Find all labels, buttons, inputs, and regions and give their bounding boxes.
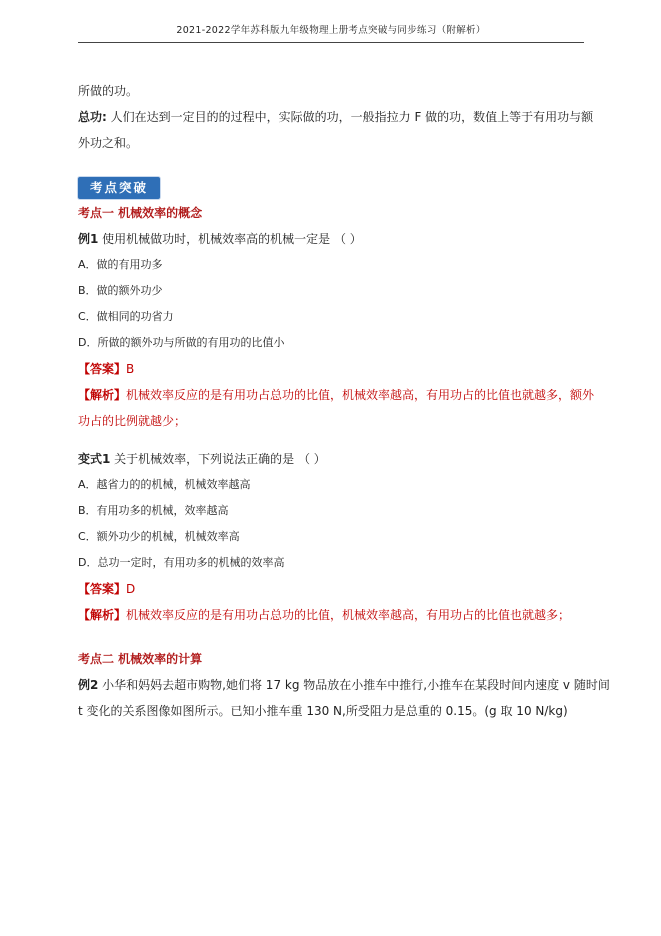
example1-option-b: B．做的额外功少 — [78, 284, 163, 297]
example1-text: 使用机械做功时，机械效率高的机械一定是 （ ） — [98, 232, 362, 246]
variant1-text: 关于机械效率，下列说法正确的是 （ ） — [110, 452, 326, 466]
variant1-label: 变式1 — [78, 452, 111, 466]
answer-value: D — [126, 582, 136, 596]
total-work-label: 总功: — [78, 110, 107, 124]
example1-question — [78, 226, 584, 252]
variant1-option-a: A．越省力的的机械，机械效率越高 — [78, 478, 251, 491]
analysis-text: 机械效率反应的是有用功占总功的比值，机械效率越高，有用功占的比值也就越多； — [126, 608, 571, 622]
example2-label: 例2 — [78, 678, 99, 692]
total-work-definition — [78, 104, 594, 130]
analysis-label: 【解析】 — [78, 388, 127, 402]
example1-option-a: A．做的有用功多 — [78, 258, 163, 271]
page-header: 2021-2022学年苏科版九年级物理上册考点突破与同步练习（附解析） — [78, 20, 584, 43]
example2-question — [78, 672, 610, 698]
answer-value: B — [126, 362, 135, 376]
total-work-text: 人们在达到一定目的的过程中，实际做的功，一般指拉力 F 做的功，数值上等于有用功与额 — [106, 110, 594, 124]
example1-option-c: C．做相同的功省力 — [78, 310, 174, 323]
variant1-analysis — [78, 602, 584, 628]
section2-title: 考点二 机械效率的计算 — [78, 652, 203, 666]
variant1-option-b: B．有用功多的机械，效率越高 — [78, 504, 229, 517]
answer-label: 【答案】 — [78, 362, 127, 376]
answer-label: 【答案】 — [78, 582, 127, 596]
example1-analysis-cont: 功占的比例就越少； — [78, 414, 187, 428]
variant1-option-d: D．总功一定时，有用功多的机械的效率高 — [78, 556, 285, 569]
example2-text: 小华和妈妈去超市购物,她们将 17 kg 物品放在小推车中推行,小推车在某段时间内速度 v 随时间 — [98, 678, 610, 692]
analysis-text: 机械效率反应的是有用功占总功的比值，机械效率越高，有用功占的比值也就越多，额外 — [126, 388, 595, 402]
analysis-label: 【解析】 — [78, 608, 127, 622]
example1-option-d: D．所做的额外功与所做的有用功的比值小 — [78, 336, 285, 349]
document-body — [78, 78, 610, 724]
variant1-question — [78, 446, 584, 472]
total-work-continuation: 外功之和。 — [78, 136, 139, 150]
section-badge: 考点突破 — [78, 177, 160, 199]
variant1-answer — [78, 576, 584, 602]
example2-continuation: t 变化的关系图像如图所示。已知小推车重 130 N,所受阻力是总重的 0.15。(g 取 10 N/kg) — [78, 704, 568, 718]
intro-line: 所做的功。 — [78, 84, 139, 98]
variant1-option-c: C．额外功少的机械，机械效率高 — [78, 530, 240, 543]
section1-title: 考点一 机械效率的概念 — [78, 206, 203, 220]
example1-label: 例1 — [78, 232, 99, 246]
example1-answer — [78, 356, 584, 382]
example1-analysis — [78, 382, 595, 408]
